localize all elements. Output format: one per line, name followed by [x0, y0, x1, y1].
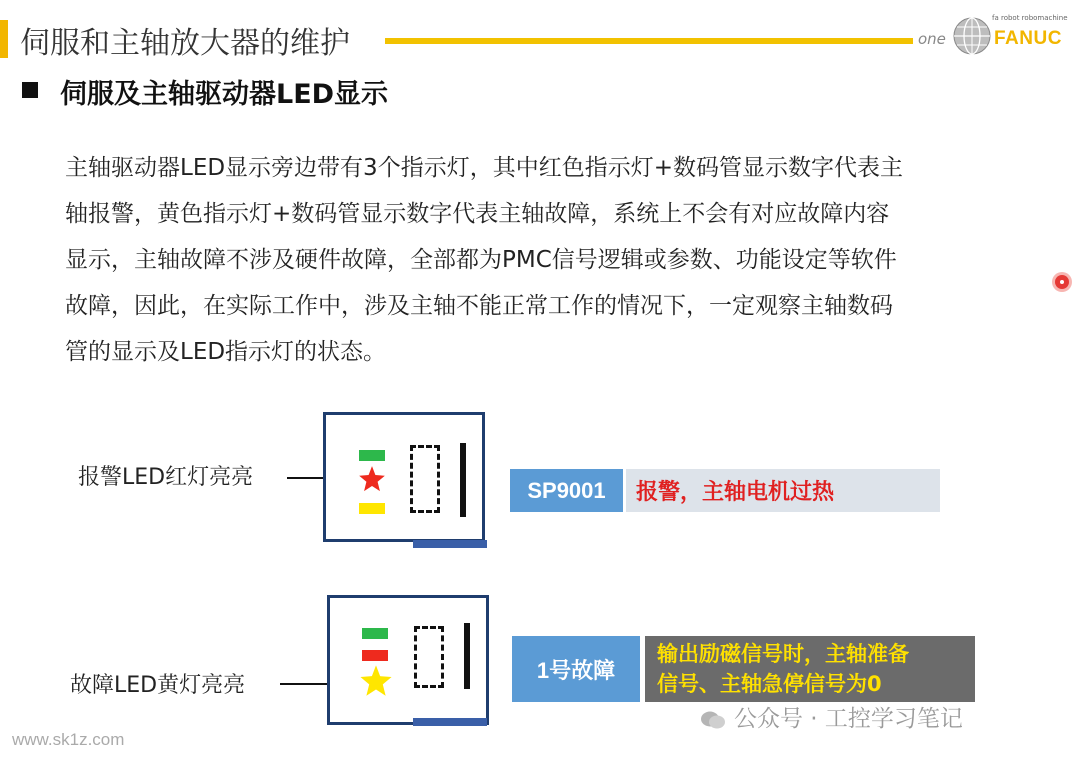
- laser-pointer-icon: [1055, 275, 1069, 289]
- section-subtitle: 伺服及主轴驱动器LED显示: [60, 79, 389, 110]
- paragraph-line: 主轴驱动器LED显示旁边带有3个指示灯，其中红色指示灯+数码管显示数字代表主: [65, 155, 903, 181]
- fault-led-caption: 故障LED黄灯亮亮: [70, 673, 246, 698]
- red-led: [362, 650, 388, 661]
- alarm-description-box: [626, 469, 940, 512]
- yellow-led-star-icon: [359, 664, 393, 698]
- fault-description-box: [645, 636, 975, 702]
- fault-description-line: 信号、主轴急停信号为0: [657, 672, 882, 696]
- site-watermark: www.sk1z.com: [12, 730, 125, 749]
- logo-tagline: fa robot robomachine: [992, 14, 1068, 22]
- paragraph-line: 显示，主轴故障不涉及硬件故障，全部都为PMC信号逻辑或参数、功能设定等软件: [65, 247, 897, 273]
- wechat-icon: [700, 710, 726, 730]
- spindle-drive-panel-alarm: [323, 412, 485, 542]
- yellow-led: [359, 503, 385, 514]
- seven-segment-digit: [410, 445, 440, 513]
- paragraph-line: 轴报警，黄色指示灯+数码管显示数字代表主轴故障，系统上不会有对应故障内容: [65, 201, 890, 227]
- slide-title: 伺服和主轴放大器的维护: [20, 26, 350, 61]
- spindle-drive-panel-fault: [327, 595, 489, 725]
- title-underline: [385, 38, 913, 44]
- fanuc-globe-icon: [952, 16, 992, 56]
- red-led-star-icon: [358, 465, 386, 493]
- green-led: [359, 450, 385, 461]
- panel-base: [413, 718, 487, 726]
- paragraph-line: 故障，因此，在实际工作中，涉及主轴不能正常工作的情况下，一定观察主轴数码: [65, 293, 893, 319]
- panel-base: [413, 540, 487, 548]
- logo-one-text: one: [918, 30, 946, 48]
- digit-segment-bar: [464, 623, 470, 689]
- fault-description-line: 输出励磁信号时，主轴准备: [657, 642, 909, 666]
- paragraph-line: 管的显示及LED指示灯的状态。: [65, 339, 387, 365]
- seven-segment-digit: [414, 626, 444, 688]
- green-led: [362, 628, 388, 639]
- wechat-watermark: [700, 700, 963, 733]
- alarm-description-text: 报警，主轴电机过热: [636, 480, 835, 505]
- digit-segment-bar: [460, 443, 466, 517]
- wechat-watermark-text: 公众号 · 工控学习笔记: [734, 706, 963, 732]
- alarm-led-caption: 报警LED红灯亮亮: [78, 465, 254, 490]
- square-bullet-icon: [22, 82, 38, 98]
- description-paragraph: [65, 145, 995, 375]
- title-accent-bar: [0, 20, 8, 58]
- fanuc-logo: FANUC: [994, 28, 1062, 49]
- fault-code-box: 1号故障: [512, 636, 640, 702]
- alarm-code-box: SP9001: [510, 469, 623, 512]
